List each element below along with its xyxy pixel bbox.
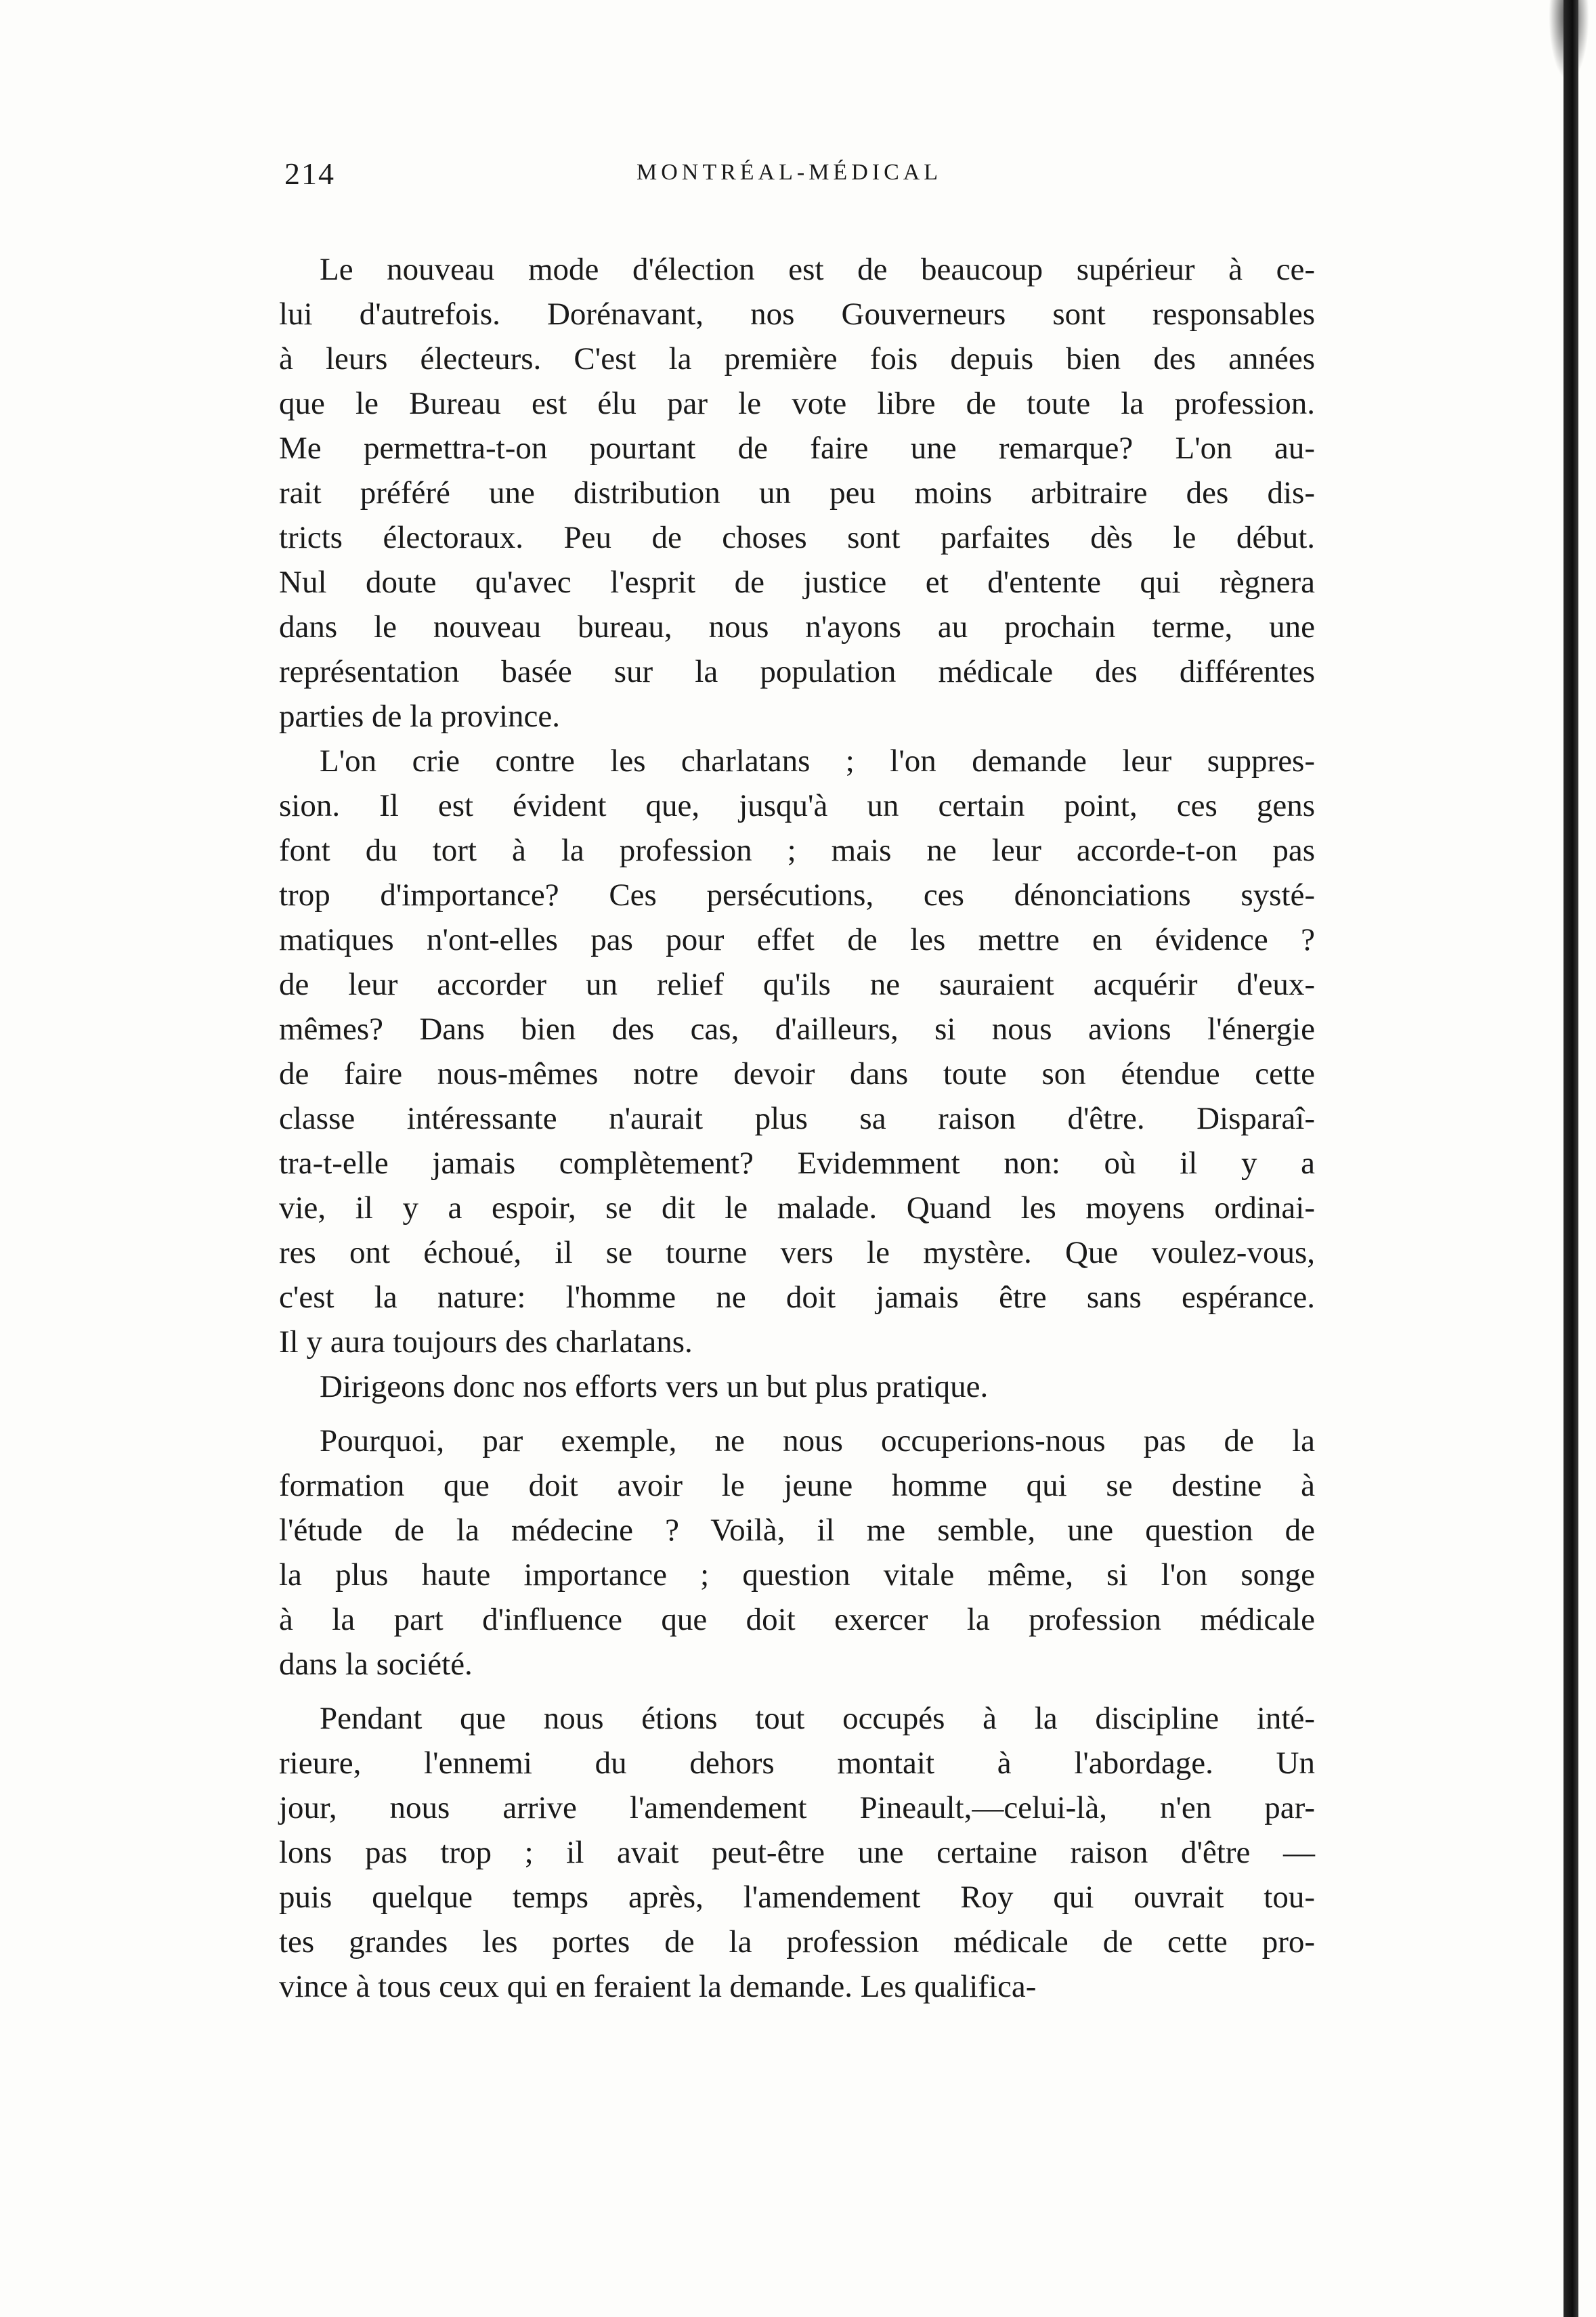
text-line: Pendant que nous étions tout occupés à la discipline inté- bbox=[320, 1701, 1315, 1736]
text-line: la plus haute importance ; question vitale même, si l'on songe bbox=[279, 1557, 1315, 1593]
article-body bbox=[279, 247, 1315, 2009]
paragraph bbox=[279, 1364, 1315, 1409]
text-line: formation que doit avoir le jeune homme qui se destine à bbox=[279, 1468, 1315, 1503]
text-line: Me permettra-t-on pourtant de faire une remarque? L'on au- bbox=[279, 431, 1315, 466]
paragraph bbox=[279, 1419, 1315, 1687]
text-line: vince à tous ceux qui en feraient la demande. Les qualifica- bbox=[279, 1969, 1037, 2004]
text-line: classe intéressante n'aurait plus sa raison d'être. Disparaî- bbox=[279, 1101, 1315, 1136]
text-line: res ont échoué, il se tourne vers le mystère. Que voulez-vous, bbox=[279, 1235, 1315, 1270]
text-line: puis quelque temps après, l'amendement Roy qui ouvrait tou- bbox=[279, 1880, 1315, 1915]
text-line: Dirigeons donc nos efforts vers un but plus pratique. bbox=[320, 1369, 989, 1404]
running-head bbox=[284, 156, 1314, 196]
text-line: dans la société. bbox=[279, 1647, 473, 1682]
text-line: lui d'autrefois. Dorénavant, nos Gouverneurs sont responsables bbox=[279, 297, 1315, 332]
text-line: parties de la province. bbox=[279, 699, 560, 734]
text-line: tes grandes les portes de la profession médicale de cette pro- bbox=[279, 1924, 1315, 1959]
text-line: jour, nous arrive l'amendement Pineault,—celui-là, n'en par- bbox=[279, 1790, 1315, 1825]
text-line: à leurs électeurs. C'est la première fois depuis bien des années bbox=[279, 341, 1315, 376]
text-line: rieure, l'ennemi du dehors montait à l'abordage. Un bbox=[279, 1746, 1315, 1781]
text-line: c'est la nature: l'homme ne doit jamais être sans espérance. bbox=[279, 1280, 1315, 1315]
page-binding-edge bbox=[1563, 0, 1578, 2317]
text-line: sion. Il est évident que, jusqu'à un certain point, ces gens bbox=[279, 788, 1315, 823]
text-line: tricts électoraux. Peu de choses sont parfaites dès le début. bbox=[279, 520, 1315, 555]
text-line: trop d'importance? Ces persécutions, ces dénonciations systé- bbox=[279, 878, 1315, 913]
paragraph-gap bbox=[279, 1687, 1315, 1696]
text-line: lons pas trop ; il avait peut-être une certaine raison d'être — bbox=[279, 1835, 1315, 1870]
text-line: dans le nouveau bureau, nous n'ayons au prochain terme, une bbox=[279, 609, 1315, 645]
text-line: L'on crie contre les charlatans ; l'on demande leur suppres- bbox=[320, 743, 1315, 779]
text-line: rait préféré une distribution un peu moins arbitraire des dis- bbox=[279, 475, 1315, 511]
text-line: Il y aura toujours des charlatans. bbox=[279, 1324, 693, 1360]
text-line: Pourquoi, par exemple, ne nous occuperions-nous pas de la bbox=[320, 1423, 1315, 1458]
paragraph bbox=[279, 1696, 1315, 2009]
text-line: de leur accorder un relief qu'ils ne sauraient acquérir d'eux- bbox=[279, 967, 1315, 1002]
text-line: tra-t-elle jamais complètement? Evidemment non: où il y a bbox=[279, 1146, 1315, 1181]
text-line: Le nouveau mode d'élection est de beaucoup supérieur à ce- bbox=[320, 252, 1315, 287]
text-line: matiques n'ont-elles pas pour effet de les mettre en évidence ? bbox=[279, 922, 1315, 957]
paragraph bbox=[279, 247, 1315, 739]
text-line: vie, il y a espoir, se dit le malade. Quand les moyens ordinai- bbox=[279, 1190, 1315, 1226]
text-line: représentation basée sur la population médicale des différentes bbox=[279, 654, 1315, 689]
text-line: font du tort à la profession ; mais ne leur accorde-t-on pas bbox=[279, 833, 1315, 868]
text-line: à la part d'influence que doit exercer la profession médicale bbox=[279, 1602, 1315, 1637]
text-line: que le Bureau est élu par le vote libre de toute la profession. bbox=[279, 386, 1315, 421]
paragraph bbox=[279, 739, 1315, 1364]
text-line: de faire nous-mêmes notre devoir dans toute son étendue cette bbox=[279, 1056, 1315, 1091]
text-line: l'étude de la médecine ? Voilà, il me semble, une question de bbox=[279, 1513, 1315, 1548]
text-line: mêmes? Dans bien des cas, d'ailleurs, si nous avions l'énergie bbox=[279, 1012, 1315, 1047]
page-number: 214 bbox=[284, 156, 335, 191]
paragraph-gap bbox=[279, 1409, 1315, 1419]
text-line: Nul doute qu'avec l'esprit de justice et d'entente qui règnera bbox=[279, 565, 1315, 600]
journal-title: MONTRÉAL-MÉDICAL bbox=[637, 160, 943, 185]
